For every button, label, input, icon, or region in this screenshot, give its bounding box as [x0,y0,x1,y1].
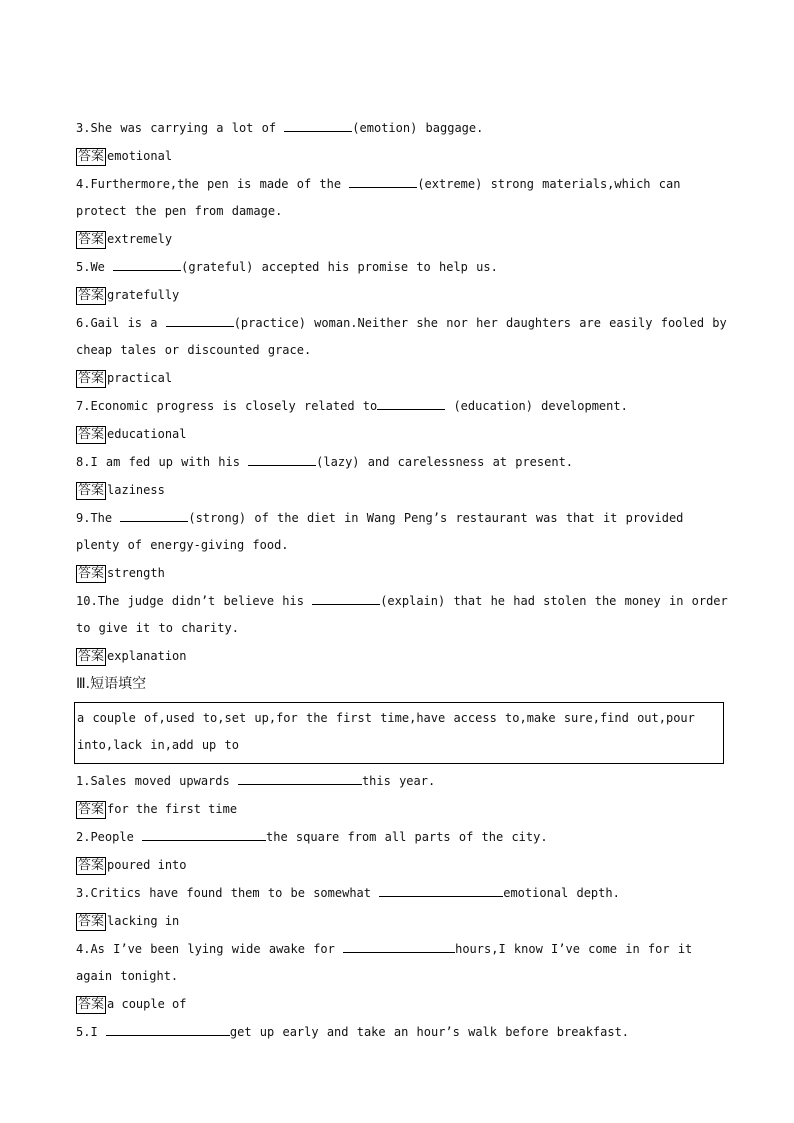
answer-label: 答案 [78,996,105,1012]
answer-text: explanation [107,649,187,663]
answer-row [76,559,728,588]
answer-blank [106,1023,230,1036]
answer-row [76,642,728,671]
answer-blank [349,175,417,188]
answer-text: strength [107,566,165,580]
question-item [76,171,728,254]
answer-text: laziness [107,483,165,497]
answer-label: 答案 [78,913,105,929]
question-item [76,936,728,1019]
question-text: 5.I get up early and take an hour’s walk before breakfast. [76,1025,630,1039]
answer-row [76,476,728,505]
answer-row [76,795,728,824]
answer-blank [312,592,380,605]
answer-text: educational [107,427,187,441]
section-title: Ⅲ.短语填空 [76,676,147,692]
question-text: 8.I am fed up with his (lazy) and carelessness at present. [76,455,574,469]
answer-label: 答案 [78,148,105,164]
answer-label: 答案 [78,648,105,664]
answer-text: extremely [107,232,173,246]
answer-row [76,281,728,310]
question-item [76,505,728,588]
answer-text: poured into [107,858,187,872]
question-item [76,254,728,310]
answer-blank [120,509,188,522]
answer-label: 答案 [78,426,105,442]
answer-text: gratefully [107,288,180,302]
word-bank-text: a couple of,used to,set up,for the first time,have access to,make sure,find out,pour into,lack in,add up to [77,711,695,752]
answer-text: lacking in [107,914,180,928]
answer-row [76,851,728,880]
question-item [76,824,728,880]
question-text: 5.We (grateful) accepted his promise to help us. [76,260,498,274]
word-bank-box [74,702,724,764]
answer-label: 答案 [78,801,105,817]
answer-blank [343,940,455,953]
worksheet-page [76,115,728,1046]
question-text: 10.The judge didn’t believe his (explain) that he had stolen the money in order to give it to charity. [76,594,728,635]
question-text: 4.Furthermore,the pen is made of the (extreme) strong materials,which can protect the pen from damage. [76,177,681,218]
answer-label: 答案 [78,565,105,581]
question-text: 7.Economic progress is closely related to (education) development. [76,399,628,413]
question-item [76,1019,728,1046]
answer-blank [166,314,234,327]
answer-text: for the first time [107,802,238,816]
answer-blank [379,884,503,897]
answer-label: 答案 [78,482,105,498]
answer-row [76,364,728,393]
answer-text: a couple of [107,997,187,1011]
answer-blank [284,119,352,132]
answer-row [76,142,728,171]
answer-text: emotional [107,149,173,163]
answer-blank [377,397,445,410]
answer-label: 答案 [78,857,105,873]
question-text: 3.She was carrying a lot of (emotion) baggage. [76,121,484,135]
answer-label: 答案 [78,287,105,303]
question-text: 6.Gail is a (practice) woman.Neither she nor her daughters are easily fooled by cheap tales or discounted grace. [76,316,727,357]
answer-text: practical [107,371,173,385]
answer-row [76,420,728,449]
question-item [76,449,728,505]
question-text: 3.Critics have found them to be somewhat emotional depth. [76,886,620,900]
answer-blank [238,772,362,785]
question-text: 1.Sales moved upwards this year. [76,774,436,788]
answer-row [76,990,728,1019]
answer-blank [113,258,181,271]
question-item [76,588,728,671]
question-text: 9.The (strong) of the diet in Wang Peng’s restaurant was that it provided plenty of energy-giving food. [76,511,684,552]
question-item [76,768,728,824]
question-item [76,880,728,936]
answer-label: 答案 [78,231,105,247]
question-item [76,310,728,393]
question-text: 2.People the square from all parts of the city. [76,830,548,844]
answer-blank [248,453,316,466]
answer-label: 答案 [78,370,105,386]
answer-row [76,225,728,254]
question-item [76,393,728,449]
answer-blank [142,828,266,841]
question-text: 4.As I’ve been lying wide awake for hours,I know I’ve come in for it again tonight. [76,942,693,983]
question-item [76,115,728,171]
answer-row [76,907,728,936]
